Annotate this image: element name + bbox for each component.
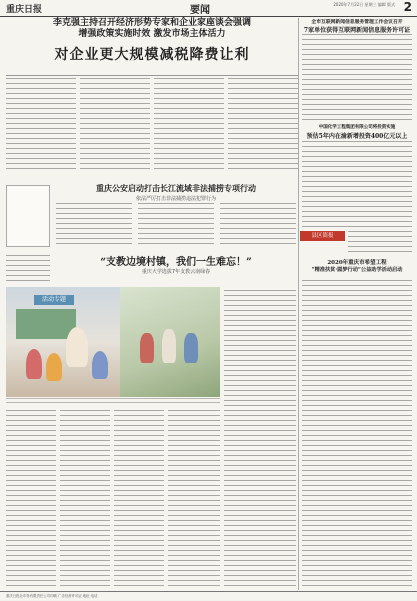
- right-bottom-kicker: 2020年重庆市希望工程: [327, 260, 387, 266]
- section-title: 要闻: [190, 5, 210, 16]
- right-bottom-title: “精准扶贫·圆梦行动”公益助学活动启动: [311, 267, 403, 273]
- lead-body-column: [80, 78, 150, 170]
- photo-person: [162, 329, 176, 363]
- news-photo-2: [120, 287, 220, 397]
- lead-story-header: [6, 18, 298, 73]
- photo-person: [184, 333, 198, 363]
- bottom-body-column: [6, 410, 56, 588]
- lead-kicker-1: 李克强主持召开经济形势专家和企业家座谈会强调: [52, 18, 251, 28]
- photo-person: [46, 353, 62, 381]
- story3-title: “支教边境村镇，我们一生难忘！”: [100, 257, 252, 268]
- bottom-body-column: [168, 410, 220, 588]
- right-mid-body: [302, 141, 412, 227]
- photo-person: [92, 351, 108, 379]
- right-top-title: 7家单位获得互联网新闻信息服务许可证: [303, 27, 411, 34]
- story2-title: 重庆公安启动打击长江流域非法捕捞专项行动: [96, 183, 256, 193]
- bottom-body-column: [224, 290, 296, 588]
- photo-person: [26, 349, 42, 379]
- photo-board: [16, 309, 76, 339]
- right-top-body: [302, 34, 412, 120]
- photo-person: [66, 327, 88, 367]
- lead-body-column: [6, 78, 76, 170]
- issue-meta: 2020年7月22日 星期三 编辑 版式: [333, 2, 395, 7]
- right-mid-kicker: 中国化学工程集团有限公司将投资实施: [318, 125, 396, 130]
- right-box-body: [348, 231, 412, 253]
- page-header: [0, 0, 417, 17]
- bottom-body-column: [60, 410, 110, 588]
- page-footer: 重庆日报社印务有限责任公司印刷 广告经营许可证 地址 电话: [0, 591, 417, 600]
- right-top-kicker: 全市互联网新闻信息服务管理工作会议召开: [311, 19, 403, 25]
- photo-caption: [6, 398, 220, 406]
- column-divider: [298, 18, 299, 590]
- right-mid-title: 预估5年内在渝新增投资400亿元以上: [306, 133, 408, 140]
- story3-subtitle: 重庆大学选拔7年支教云南绿春: [141, 269, 211, 275]
- masthead-brand: 重庆日报: [6, 5, 43, 15]
- lead-kicker-2: 增强政策实施时效 激发市场主体活力: [78, 29, 226, 39]
- section-box-label: 县区简报: [300, 231, 345, 241]
- pull-quote-box: [6, 185, 50, 247]
- lead-body-column: [228, 78, 298, 170]
- right-bottom-body: [302, 280, 412, 588]
- photo-person: [140, 333, 154, 363]
- page-number: 2: [403, 0, 412, 14]
- story2-body-column: [220, 203, 296, 248]
- story2-subtitle: 依法严厉打击非法捕捞违法犯罪行为: [135, 196, 216, 202]
- story2-body-column: [138, 203, 214, 248]
- bottom-body-column: [114, 410, 164, 588]
- lead-headline: 对企业更大规模减税降费让利: [54, 47, 250, 63]
- divider: [6, 75, 298, 76]
- lead-body-column: [154, 78, 224, 170]
- photo-sign: 活动专题: [34, 295, 74, 305]
- story2-body-column: [56, 203, 132, 248]
- story3-intro-column: [6, 255, 50, 285]
